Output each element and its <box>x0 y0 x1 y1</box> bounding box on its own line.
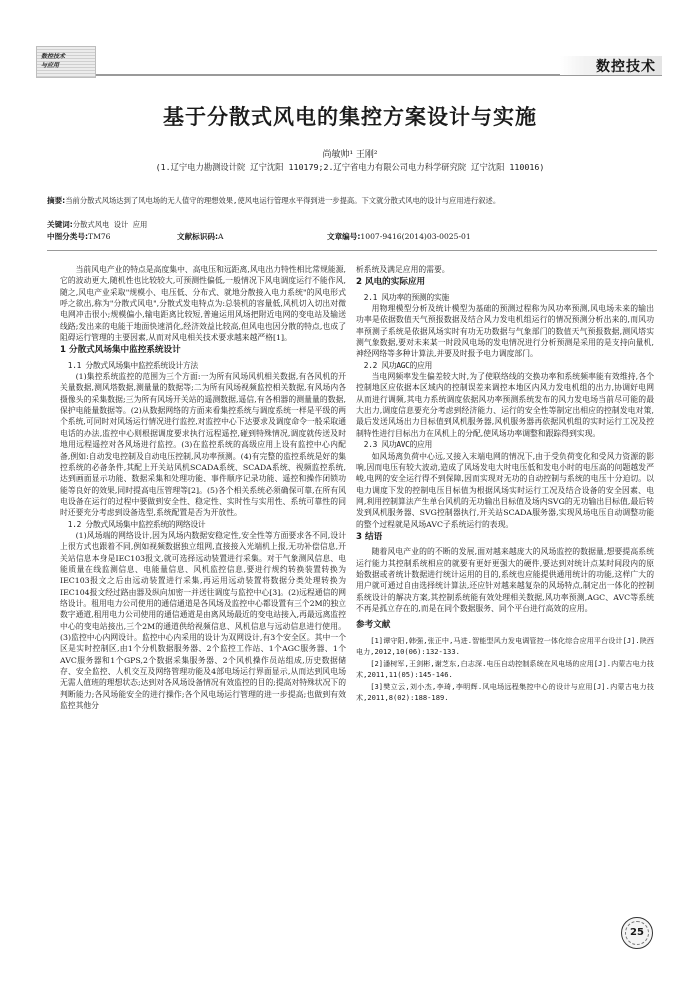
abstract <box>47 195 657 207</box>
subsection-1-1-heading: 1.1 分散式风场集中监控系统设计方法 <box>67 360 198 370</box>
doccode-value: A <box>218 232 224 241</box>
author-affiliations: (1.辽宁电力勘测设计院 辽宁沈阳 110179;2.辽宁省电力有限公司电力科学研究院 辽宁沈阳 110016) <box>155 162 545 172</box>
article-title: 基于分散式风电的集控方案设计与实施 <box>163 104 537 129</box>
intro-paragraph: 当前风电产业的特点是高度集中、高电压和远距离,风电出力特性相比常规能源,它的波动更大,随机性也比较较大,可预测性偏低,一般情况下风电调度运行不能作风,随之,风电产业采取"规模小、电压低、分布式、就地分散接入电力系统"的风电形式呼之欲出,称为"分散式风电",分散式发电特点为:总装机的容量低,风机切入切出对微电网冲击很小;规模偏小,输电距离比较短,普遍运用风场把附近电网的变电站及输送线路;发出来的电能于地面快速消化,经济效益比较高,但风电也因分散的特点,也成了阻碍运行管理的主要因素,从而对风电相关技术要求越来越严格[1]。 <box>60 265 346 343</box>
subsection-2-1-heading: 2.1 风功率的预测的实施 <box>363 292 449 302</box>
page-number: 25 <box>630 927 644 938</box>
left-column <box>60 264 346 711</box>
paragraph-2-3: 如风场离负荷中心远,又接入末端电网的情况下,由于受负荷变化和受风力资源的影响,因而电压有较大波动,造成了风场发电大时电压低和发电小时的电压高的问题越发严峻,电网的安全运行得不到保障,因而实现对无功的自动控制与系统的电压十分迫切。以电力调度下发的控制电压目标值为根据风场实时运行工况及结合设备的安全因素、电网,利用控制算法产生单台风机的无功输出目标值及场内SVG的无功输出目标值,最后转发到风机服务器、SVG控制器执行,开关站SCADA服务器,实现风场电压自动调整功能的整个过程就是风场AVC子系统运行的表现。 <box>356 451 654 529</box>
conclusion-paragraph: 随着风电产业的的不断的发展,面对越来越庞大的风场监控的数据量,想要提高系统运行能力其控制系统相应的就要有更好更强大的硬件,要达到对统计点某时间段内的原始数据或者统计数据进行统计运用的目的,系统也应能提供通用统计的功能,这样广大的用户就可通过自由选择统计算法,还应针对越来越复杂的风场特点,制定出一体化的控制系统设计的解决方案,其控制系统能有效处理相关数据,风功率预测,AGC、AVC等系统不再是孤立存在的,而是在同个数据服务、同个平台进行高效的应用。 <box>356 547 654 613</box>
class-label: 中图分类号: <box>47 232 89 241</box>
badge-line-1: 数控技术 <box>41 53 66 60</box>
badge-line-2: 与应用 <box>41 62 60 69</box>
articleno-label: 文章编号: <box>327 232 361 241</box>
references-heading: 参考文献 <box>356 620 391 631</box>
journal-column-badge <box>36 46 96 78</box>
subsection-2-3-heading: 2.3 风功AVC的应用 <box>363 440 433 450</box>
paragraph-2-2: 当电网频率发生偏差较大时,为了使联络线的交换功率和系统频率能有效维持,各个控制地区应依据本区域内的控制误差来调控本地区内风力发电机组的出力,协调好电网从而进行调频,其电力系统调度依据风功率预测系统发布的风力发电场当前尽可能的最大出力,调度信息要充分考虑到经济能力、运行的安全性等制定出相应的控制发电对策,最后发送风场出力目标值到风机服务器,风机服务器再依据风机组的实时运行工况及控制特性进行目标出力在风机上的分配,使风场功率调整和跟踪得到实现。 <box>356 372 654 438</box>
keywords-label: 关键词: <box>47 220 73 229</box>
paragraph-1-1: (1)集控系统监控的范围为三个方面:一为所有风场风机相关数据,有各风机的开关量数据,测风塔数据,测量量的数据等;二为所有风场视频监控相关数据,有风场内各摄像头的采集数据;三为所有风场开关站的遥测数据,遥信,有各相器的测量量的数据,保护电能量数据等。(2)从数据网络的方面来看集控系统与调度系统一样是平级的两个系统,可同时对风场运行情况进行监控,对监控中心下达要求及调度命令一般采取通电话的办法,监控中心则根据调度要求执行远程遥控,碰到特殊情况,调度就传送及时地用远程遥控对各风场进行监控。(3)在监控系统的高级应用上设有监控中心内配备,例如:自动发电控制及自动电压控制,风功率预测。(4)有完整的监控系统是好的集控系统的必备条件,其配上开关站风机SCADA系统、SCADA系统、视频监控系统,达到画面显示功能、数据采集和处理功能、事件顺序记录功能、遥控和操作闭锁功能等良好的效果,同时提高电压管理等[2]。(5)各个相关系统必须确保可靠,在所有风电设备在运行的过程中要做到安全性、稳定性、实时性与实用性、系统可靠性的同时还要充分考虑到设备选型,系统配置是否为开放性。 <box>60 372 346 518</box>
section-2-heading: 2 风电的实际应用 <box>356 277 426 288</box>
abstract-label: 摘要: <box>47 196 66 205</box>
continued-paragraph: 析系统及满足应用的需要。 <box>356 265 450 274</box>
articleno-value: 1007-9416(2014)03-0025-01 <box>360 232 471 241</box>
abstract-text: 当前分散式风场达到了风电场的无人值守的理想效果,使风电运行管理水平得到进一步提高。下文就分散式风电的设计与应用进行叙述。 <box>65 196 501 205</box>
article-authors: 尚敏帅¹ 王刚² <box>322 150 378 160</box>
reference-item: [2]潘树军,王剑彬,谢芝东,白志深.电压自动控制系统在风电场的应用[J].内蒙古电力技术,2011,11(05):145-146. <box>356 658 654 680</box>
keywords <box>47 219 657 231</box>
reference-item: [3]樊立云,刘小杰,李琦,李明辉.风电场远程集控中心的设计与应用[J].内蒙古电力技术,2011,8(02):188-189. <box>356 681 654 703</box>
meta-divider <box>47 250 657 251</box>
paragraph-2-1: 用物理模型分析及统计模型为基础的预测过程称为风功率预测,风电场未来的输出功率是依据数值天气预报数据及结合风力发电机组运行的情况预测分析出来的,而风功率预测子系统是依据风场实时有功无功数据与气象部门的数值天气预报数据,测风塔实测气象数据,要对未来某一时段风电场的发电情况进行分析预测是采用的是支持向量机,神经网络等多种计算法,并要及时报予电力调度部门。 <box>356 304 654 359</box>
doccode-label: 文献标识码: <box>177 232 219 241</box>
classification-row <box>47 231 657 243</box>
right-column <box>356 264 654 704</box>
reference-item: [1]谭守阳,韩强,张正中,马进.智能型风力发电调管控一体化综合应用平台设计[J].陕西电力,2012,10(06):132-133. <box>356 635 654 657</box>
references <box>356 620 654 703</box>
subsection-1-2-heading: 1.2 分散式风场集中监控系统的网络设计 <box>67 519 206 529</box>
section-name: 数控技术 <box>596 59 656 75</box>
keywords-text: 分散式风电 设计 应用 <box>72 220 148 229</box>
page-number-seal <box>621 917 653 949</box>
subsection-2-2-heading: 2.2 风功AGC的应用 <box>363 360 433 370</box>
class-value: TM76 <box>88 232 111 241</box>
paragraph-1-2: (1)风场端的网络设计,因为风场内数据安稳定性,安全性等方面要求各不同,设计上很方式也跟着不同,例如视频数据独立组网,直接接入光端机上报,无功补偿信息,开关站信息本身是IEC103报文,就可选择远动装置进行采集。对于气象测风信息、电能质量在线监测信息、电能量信息、风机监控信息,要进行规约转换装置转换为IEC103报文之后由远动装置进行采集,再运用远动装置将数据分类处理转换为IEC104报文经过路由器及纵向加密一并送往调度与监控中心[3]。(2)远程通信的网络设计。租用电力公司使用的通信通道是各风场及监控中心都设置有三个2M的独立数字通道,租用电力公司使用的通信通道是由离风场最近的变电站接入,再最远离监控中心的变电站接出,三个2M的通道供给视频信息、风机信息与远动信息进行使用。(3)监控中心内网设计。监控中心内采用的设计为双网设计,有3个安全区。其中一个区是实时控制区,由1个分机数据服务器、2个监控工作站、1个AGC服务器、1个AVC服务器和1个GPS,2个数据采集服务器、2个风机操作员站组成,历史数据储存、安全监控、人机交互及网络管理功能及4部电场运行界面显示,从而达到风电场无需人值班的理想状态;达到对各风场设备情况有效监控的目的;提高对特殊状况下的判断能力;各风场能安全的进行操作;各个风电场运行管理的进一步提高;也做到有效监控其他分 <box>60 530 346 711</box>
section-3-heading: 3 结语 <box>356 531 383 542</box>
section-1-heading: 1 分散式风场集中监控系统设计 <box>60 345 181 356</box>
